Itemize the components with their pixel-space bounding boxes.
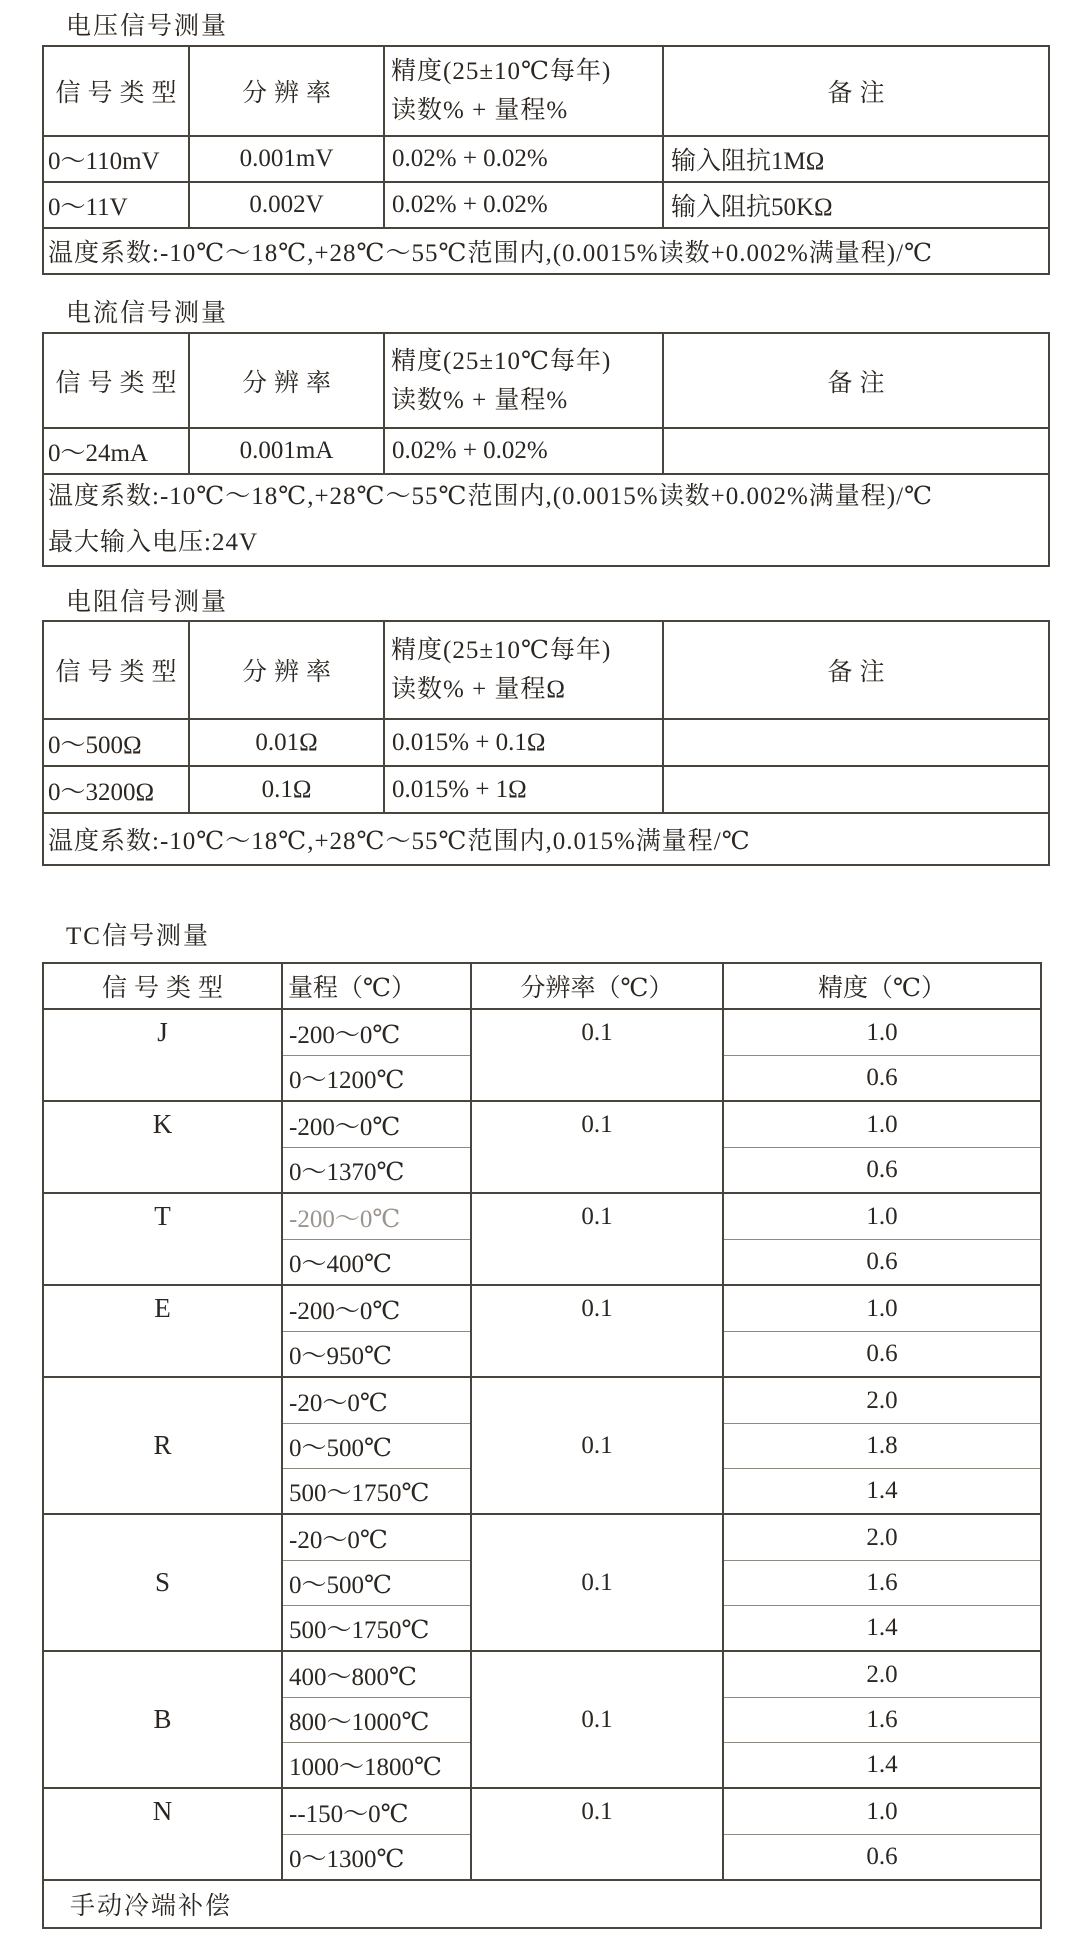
- accuracy-cell: 1.8: [724, 1423, 1040, 1468]
- max-input-voltage-note: 最大输入电压:24V: [48, 529, 259, 556]
- signal-type-cell: N: [44, 1789, 283, 1879]
- column-header-resolution: 分辨率: [188, 622, 383, 718]
- column-header-signal-type: 信号类型: [55, 80, 184, 107]
- signal-type-cell: K: [44, 1102, 283, 1192]
- accuracy-cell: 0.015% + 0.1Ω: [383, 720, 662, 765]
- column-header-remark: 备注: [662, 334, 1048, 427]
- range-cell: 0～950℃: [283, 1331, 470, 1376]
- tc-group-j: [44, 1010, 1040, 1102]
- resolution-cell: 0.01Ω: [188, 720, 383, 765]
- resolution-cell: 0.1: [472, 1378, 724, 1513]
- signal-type-cell: R: [44, 1378, 283, 1513]
- accuracy-cell: 1.0: [866, 1294, 898, 1322]
- accuracy-header-line2: 读数% + 量程%: [391, 97, 569, 124]
- accuracy-cell: 1.4: [724, 1605, 1040, 1650]
- resolution-cell: 0.1: [472, 1515, 724, 1650]
- accuracy-cell: 0.6: [724, 1239, 1040, 1284]
- resolution-cell: 0.002V: [188, 183, 383, 227]
- section-title-resistance: 电阻信号测量: [66, 589, 229, 616]
- range-cell: 500～1750℃: [283, 1468, 470, 1513]
- table-row: [44, 135, 1048, 181]
- signal-type-cell: 0～24mA: [48, 440, 149, 467]
- resolution-cell: 0.001mA: [188, 429, 383, 473]
- current-table: [42, 332, 1050, 567]
- accuracy-cell: 0.02% + 0.02%: [383, 429, 662, 473]
- resistance-header-row: [44, 622, 1048, 718]
- remark-cell: [662, 720, 1048, 765]
- column-header-resolution: 分辨率: [188, 334, 383, 427]
- resolution-cell: 0.001mV: [188, 137, 383, 181]
- remark-cell: 输入阻抗1MΩ: [662, 137, 1048, 181]
- resolution-cell: 0.1Ω: [188, 767, 383, 812]
- column-header-accuracy: [383, 334, 662, 427]
- range-cell: 0～500℃: [283, 1560, 470, 1605]
- range-cell: -200～0℃: [289, 1297, 401, 1325]
- resolution-cell: 0.1: [472, 1652, 724, 1787]
- temperature-coefficient-note: 温度系数:-10℃～18℃,+28℃～55℃范围内,0.015%满量程/℃: [48, 828, 751, 855]
- resistance-table: [42, 620, 1050, 866]
- temperature-coefficient-note: 温度系数:-10℃～18℃,+28℃～55℃范围内,(0.0015%读数+0.002%满量程)/℃: [48, 483, 934, 510]
- accuracy-cell: 1.0: [866, 1110, 898, 1138]
- current-footer-row: [44, 473, 1048, 565]
- tc-group-t: [44, 1194, 1040, 1286]
- table-row: [44, 765, 1048, 812]
- accuracy-cell: 0.015% + 1Ω: [383, 767, 662, 812]
- resolution-cell: 0.1: [472, 1286, 724, 1376]
- range-cell: 400～800℃: [289, 1663, 417, 1691]
- accuracy-cell: 1.6: [724, 1560, 1040, 1605]
- tc-group-k: [44, 1102, 1040, 1194]
- column-header-accuracy: [383, 47, 662, 135]
- accuracy-header-line1: 精度(25±10℃每年): [391, 58, 612, 85]
- table-row: [44, 427, 1048, 473]
- range-cell: --150～0℃: [289, 1800, 409, 1828]
- range-cell: 500～1750℃: [283, 1605, 470, 1650]
- signal-type-cell: 0～110mV: [48, 148, 160, 175]
- tc-table: [42, 962, 1042, 1929]
- range-cell: 0～400℃: [283, 1239, 470, 1284]
- signal-type-cell: E: [44, 1286, 283, 1376]
- current-footer-notes: [44, 475, 1048, 565]
- signal-type-cell: B: [44, 1652, 283, 1787]
- accuracy-cell: 1.6: [724, 1697, 1040, 1742]
- temperature-coefficient-note: 温度系数:-10℃～18℃,+28℃～55℃范围内,(0.0015%读数+0.002%满量程)/℃: [48, 240, 934, 267]
- signal-type-cell: S: [44, 1515, 283, 1650]
- range-cell: -20～0℃: [289, 1389, 388, 1417]
- column-header-signal-type: 信号类型: [55, 659, 184, 686]
- tc-group-e: [44, 1286, 1040, 1378]
- tc-group-b: [44, 1652, 1040, 1789]
- signal-type-cell: 0～3200Ω: [48, 778, 155, 806]
- resolution-cell: 0.1: [472, 1194, 724, 1284]
- signal-type-cell: T: [44, 1194, 283, 1284]
- tc-group-n: [44, 1789, 1040, 1881]
- resolution-cell: 0.1: [472, 1010, 724, 1100]
- signal-type-cell: 0～11V: [48, 194, 128, 221]
- remark-cell: 输入阻抗50KΩ: [662, 183, 1048, 227]
- resolution-cell: 0.1: [472, 1102, 724, 1192]
- accuracy-cell: 2.0: [866, 1386, 898, 1414]
- resistance-footer-row: [44, 812, 1048, 864]
- voltage-header-row: [44, 47, 1048, 135]
- accuracy-header-line2: 读数% + 量程Ω: [391, 676, 567, 703]
- column-header-accuracy: 精度（℃）: [818, 975, 946, 1002]
- range-cell: 0～1300℃: [283, 1834, 470, 1879]
- range-cell: -200～0℃: [289, 1205, 401, 1233]
- accuracy-cell: 1.0: [866, 1202, 898, 1230]
- table-row: [44, 181, 1048, 227]
- range-cell: 0～1370℃: [283, 1147, 470, 1192]
- range-cell: -200～0℃: [289, 1021, 401, 1049]
- accuracy-cell: 0.6: [724, 1331, 1040, 1376]
- column-header-remark: 备注: [662, 622, 1048, 718]
- accuracy-header-line1: 精度(25±10℃每年): [391, 347, 612, 375]
- tc-group-r: [44, 1378, 1040, 1515]
- section-title-tc: TC信号测量: [66, 923, 210, 950]
- signal-type-cell: J: [44, 1010, 283, 1100]
- range-cell: 0～1200℃: [283, 1055, 470, 1100]
- accuracy-cell: 0.6: [724, 1055, 1040, 1100]
- accuracy-cell: 0.02% + 0.02%: [383, 183, 662, 227]
- voltage-table: [42, 45, 1050, 275]
- accuracy-cell: 2.0: [866, 1660, 898, 1688]
- accuracy-cell: 1.4: [724, 1742, 1040, 1787]
- remark-cell: [662, 767, 1048, 812]
- range-cell: 0～500℃: [283, 1423, 470, 1468]
- accuracy-header-line2: 读数% + 量程%: [391, 386, 569, 414]
- accuracy-header-line1: 精度(25±10℃每年): [391, 637, 612, 664]
- remark-cell: [662, 429, 1048, 473]
- tc-group-s: [44, 1515, 1040, 1652]
- tc-footer-manual-cold-junction: 手动冷端补偿: [70, 1893, 233, 1920]
- column-header-accuracy: [383, 622, 662, 718]
- current-header-row: [44, 334, 1048, 427]
- accuracy-cell: 1.4: [724, 1468, 1040, 1513]
- column-header-signal-type: 信号类型: [55, 369, 184, 397]
- voltage-footer-row: [44, 227, 1048, 273]
- accuracy-cell: 1.0: [866, 1797, 898, 1825]
- column-header-range: 量程（℃）: [283, 964, 472, 1008]
- range-cell: -200～0℃: [289, 1113, 401, 1141]
- table-row: [44, 718, 1048, 765]
- accuracy-cell: 0.02% + 0.02%: [383, 137, 662, 181]
- column-header-signal-type: 信号类型: [44, 964, 283, 1008]
- signal-type-cell: 0～500Ω: [48, 731, 142, 759]
- range-cell: 800～1000℃: [283, 1697, 470, 1742]
- section-title-voltage: 电压信号测量: [66, 13, 229, 40]
- accuracy-cell: 2.0: [866, 1523, 898, 1551]
- section-title-current: 电流信号测量: [66, 300, 229, 327]
- accuracy-cell: 0.6: [724, 1834, 1040, 1879]
- column-header-resolution: 分辨率（℃）: [472, 964, 724, 1008]
- accuracy-cell: 1.0: [866, 1018, 898, 1046]
- resolution-cell: 0.1: [472, 1789, 724, 1879]
- tc-header-row: [44, 964, 1040, 1010]
- range-cell: 1000～1800℃: [283, 1742, 470, 1787]
- range-cell: -20～0℃: [289, 1526, 388, 1554]
- column-header-remark: 备注: [662, 47, 1048, 135]
- accuracy-cell: 0.6: [724, 1147, 1040, 1192]
- column-header-resolution: 分辨率: [188, 47, 383, 135]
